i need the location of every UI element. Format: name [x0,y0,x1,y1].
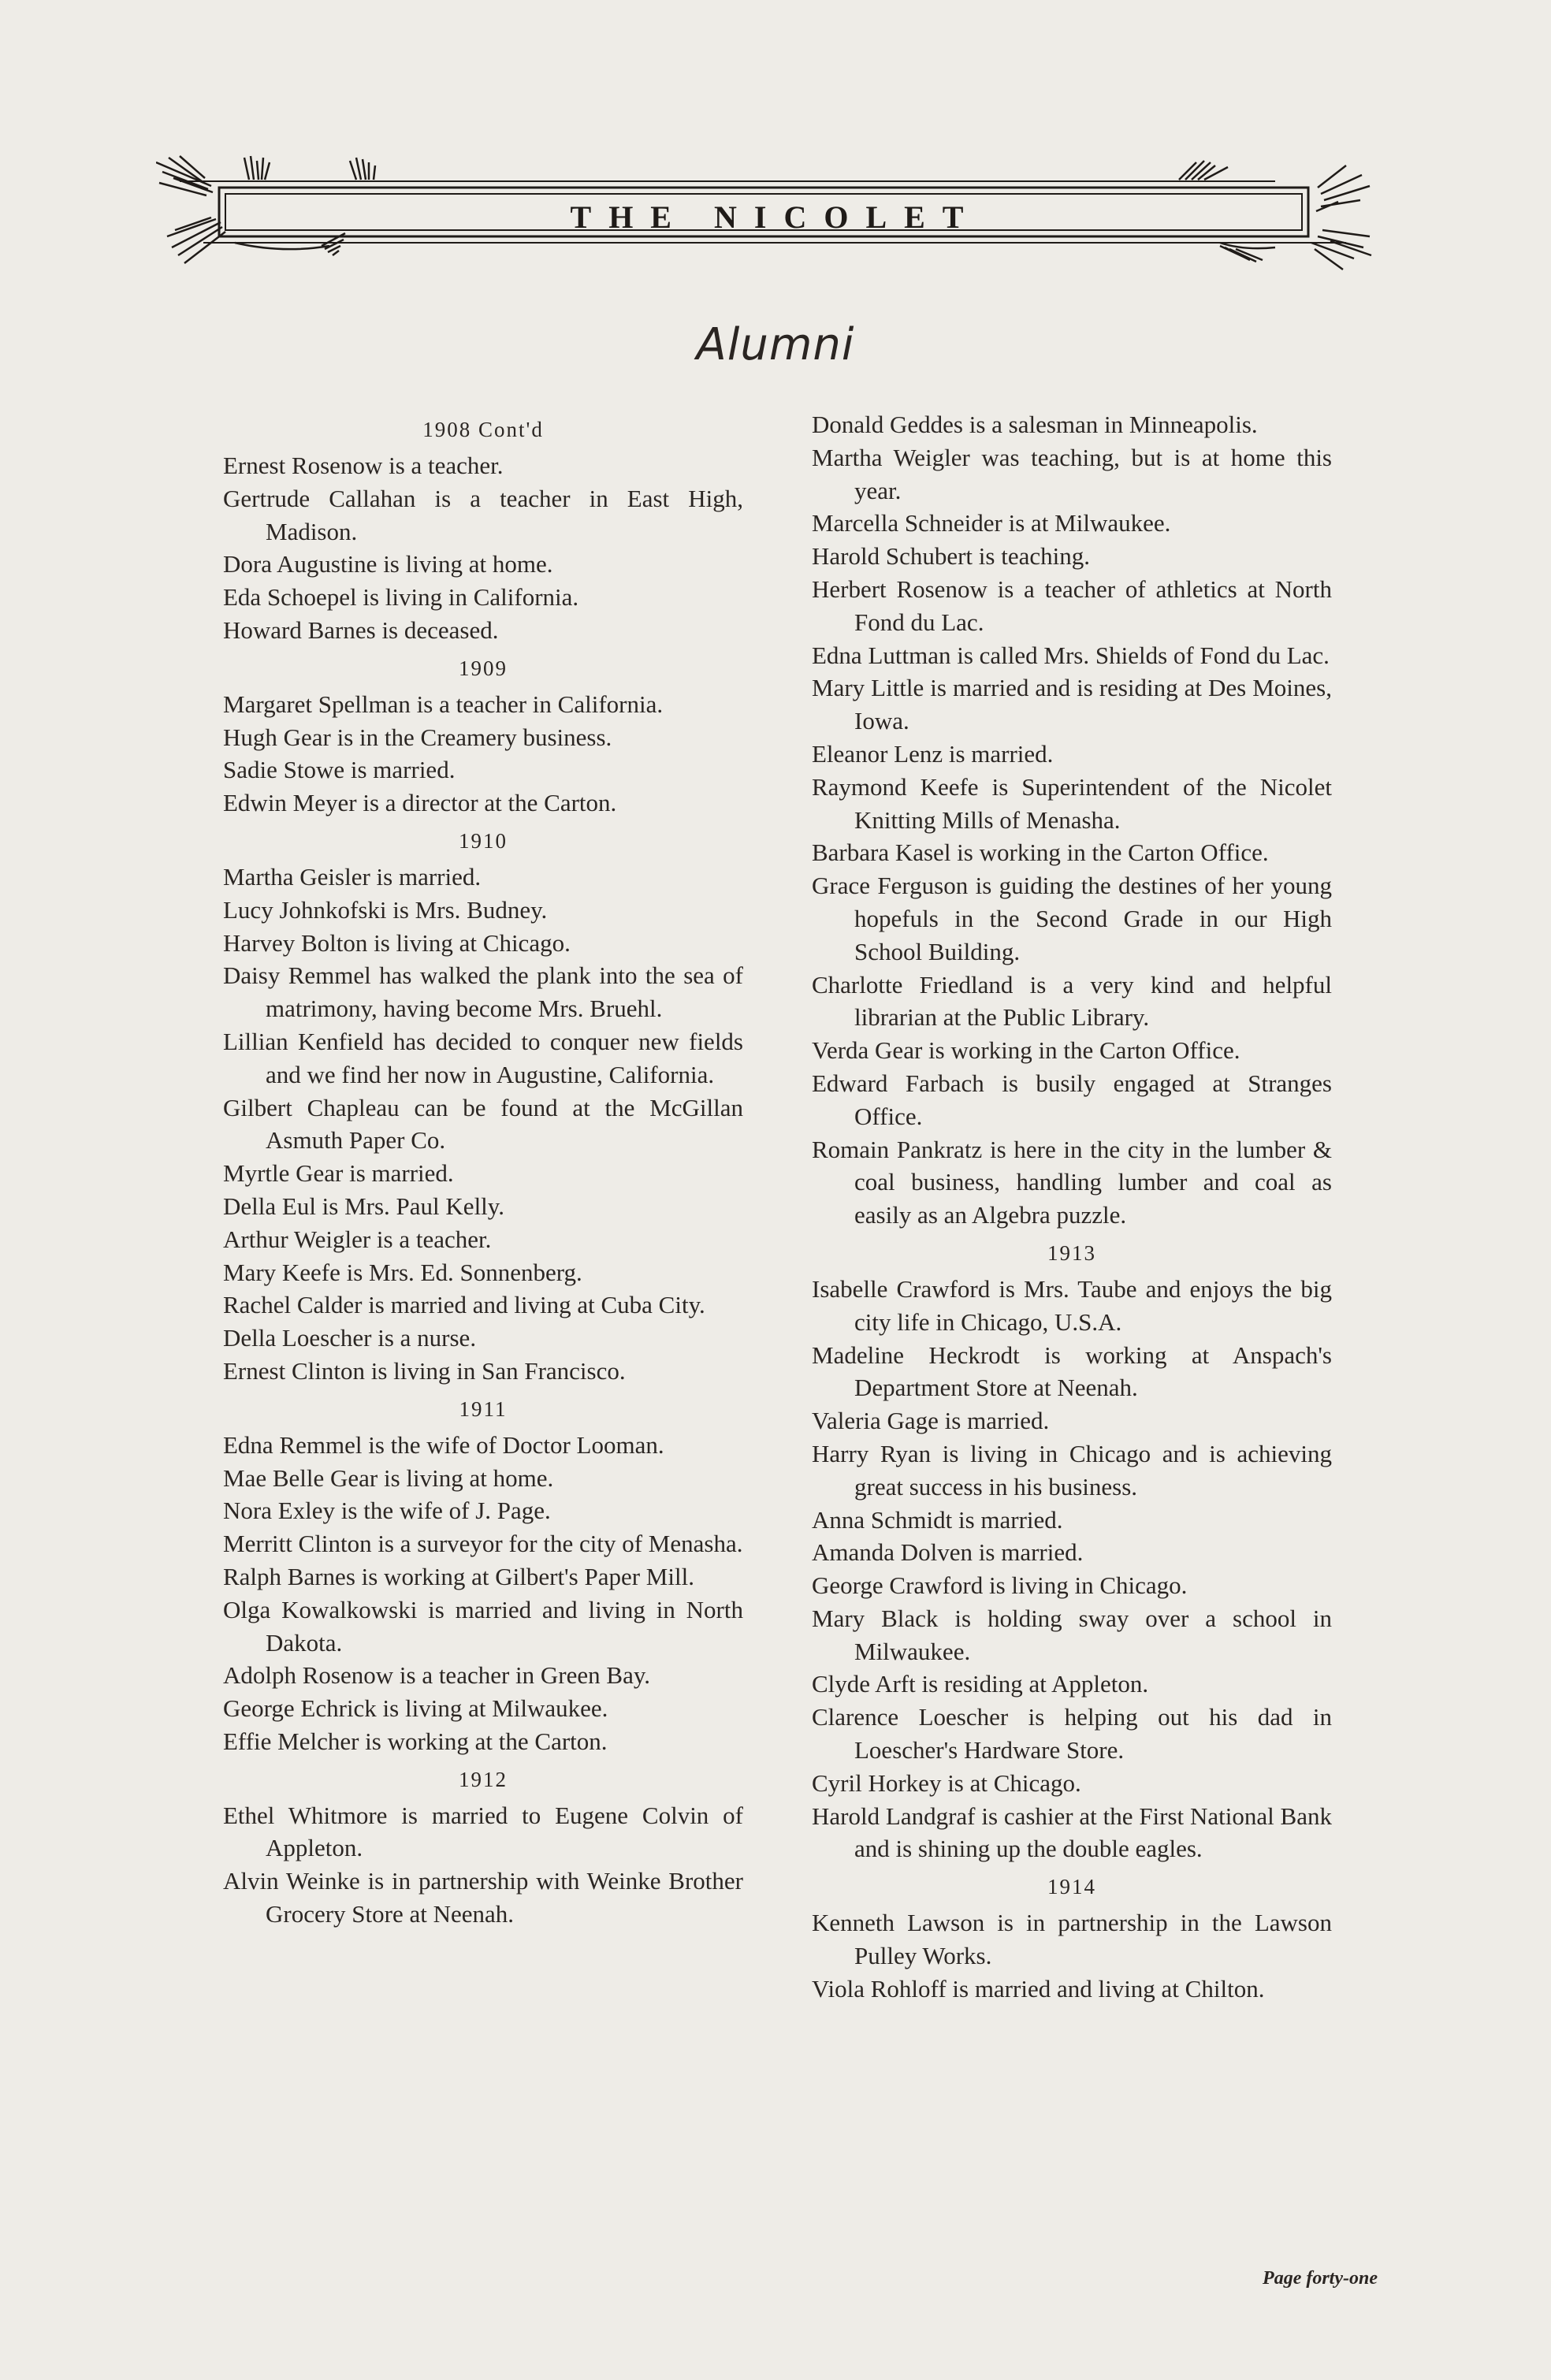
alumni-entry: Effie Melcher is working at the Carton. [223,1727,608,1755]
alumni-entry: Rachel Calder is married and living at Cuba City. [223,1291,705,1319]
year-heading: 1908 Cont'd [422,418,544,441]
alumni-entry: George Crawford is living in Chicago. [812,1571,1188,1600]
year-heading: 1913 [1047,1240,1096,1265]
alumni-entry: Harry Ryan is living in Chicago and is achieving great success in his business. [812,1439,1332,1501]
alumni-entry: Arthur Weigler is a teacher. [223,1225,492,1253]
masthead-title: THE NICOLET [570,199,981,235]
alumni-entry: Amanda Dolven is married. [812,1538,1084,1567]
section-title: Alumni [696,319,855,370]
alumni-entry: Della Eul is Mrs. Paul Kelly. [223,1192,505,1220]
year-heading: 1911 [459,1396,508,1421]
alumni-entry: Edna Luttman is called Mrs. Shields of Fond du Lac. [812,641,1330,669]
alumni-entry: Hugh Gear is in the Creamery business. [223,723,612,751]
alumni-entry: Della Loescher is a nurse. [223,1324,477,1352]
year-heading: 1912 [459,1767,508,1791]
alumni-entry: Viola Rohloff is married and living at Chilton. [812,1974,1265,2003]
right-column [812,408,1332,2006]
alumni-entry: Merritt Clinton is a surveyor for the city of Menasha. [223,1530,743,1558]
alumni-entry: Lillian Kenfield has decided to conquer new fields and we find her now in Augustine, California. [223,1027,743,1088]
alumni-entry: Ralph Barnes is working at Gilbert's Paper Mill. [223,1562,694,1590]
alumni-entry: Anna Schmidt is married. [812,1505,1063,1534]
alumni-entry: Eleanor Lenz is married. [812,739,1054,768]
alumni-entry: Edwin Meyer is a director at the Carton. [223,789,617,817]
year-heading: 1910 [459,828,508,853]
alumni-entry: Charlotte Friedland is a very kind and helpful librarian at the Public Library. [812,970,1332,1032]
alumni-entry: Nora Exley is the wife of J. Page. [223,1497,551,1525]
alumni-entry: Sadie Stowe is married. [223,756,456,784]
alumni-entry: Dora Augustine is living at home. [223,550,553,578]
alumni-entry: Marcella Schneider is at Milwaukee. [812,509,1171,537]
alumni-entry: Verda Gear is working in the Carton Office. [812,1036,1240,1065]
alumni-entry: Madeline Heckrodt is working at Anspach's Department Store at Neenah. [812,1341,1332,1402]
alumni-entry: Ernest Rosenow is a teacher. [223,452,504,479]
alumni-entry: Olga Kowalkowski is married and living in North Dakota. [223,1595,743,1657]
alumni-entry: Martha Geisler is married. [223,862,482,891]
masthead-banner [156,154,1395,273]
alumni-entry: Ethel Whitmore is married to Eugene Colvin of Appleton. [223,1801,743,1862]
year-heading: 1909 [459,656,508,680]
alumni-entry: Eda Schoepel is living in California. [223,583,579,612]
alumni-entry: Edna Remmel is the wife of Doctor Looman. [223,1430,664,1459]
alumni-entry: Mary Keefe is Mrs. Ed. Sonnenberg. [223,1258,582,1286]
alumni-entry: Clyde Arft is residing at Appleton. [812,1670,1149,1698]
alumni-entry: Cyril Horkey is at Chicago. [812,1768,1081,1797]
alumni-entry: Lucy Johnkofski is Mrs. Budney. [223,895,548,924]
alumni-entry: Barbara Kasel is working in the Carton Office. [812,839,1269,867]
alumni-entry: Mary Black is holding sway over a school in Milwaukee. [812,1604,1332,1665]
alumni-entry: Kenneth Lawson is in partnership in the Lawson Pulley Works. [812,1909,1332,1970]
alumni-entry: Harvey Bolton is living at Chicago. [223,928,571,957]
alumni-entry: Ernest Clinton is living in San Francisco. [223,1356,626,1385]
alumni-entry: Mae Belle Gear is living at home. [223,1463,554,1492]
alumni-entry: Gertrude Callahan is a teacher in East High, Madison. [223,484,743,545]
alumni-entry: Alvin Weinke is in partnership with Weinke Brother Grocery Store at Neenah. [223,1867,743,1928]
alumni-entry: Harold Landgraf is cashier at the First National Bank and is shining up the double eagles. [812,1802,1332,1863]
alumni-entry: Myrtle Gear is married. [223,1159,454,1188]
year-heading: 1914 [1047,1875,1096,1899]
alumni-entry: Clarence Loescher is helping out his dad in Loescher's Hardware Store. [812,1703,1332,1765]
alumni-entry: Herbert Rosenow is a teacher of athletics at North Fond du Lac. [812,575,1332,636]
alumni-entry: Adolph Rosenow is a teacher in Green Bay. [223,1661,651,1690]
alumni-entry: Gilbert Chapleau can be found at the McGillan Asmuth Paper Co. [223,1093,743,1155]
alumni-entry: Martha Weigler was teaching, but is at home this year. [812,443,1332,504]
alumni-entry: Daisy Remmel has walked the plank into the sea of matrimony, having become Mrs. Bruehl. [223,961,743,1023]
alumni-entry: Donald Geddes is a salesman in Minneapolis. [812,411,1258,438]
alumni-entry: Isabelle Crawford is Mrs. Taube and enjoys the big city life in Chicago, U.S.A. [812,1274,1332,1336]
alumni-entry: Howard Barnes is deceased. [223,615,499,644]
alumni-entry: Grace Ferguson is guiding the destines of her young hopefuls in the Second Grade in our High School Building. [812,872,1332,965]
alumni-entry: Valeria Gage is married. [812,1407,1050,1435]
alumni-entry: Edward Farbach is busily engaged at Stranges Office. [812,1069,1332,1130]
alumni-entry: Mary Little is married and is residing at Des Moines, Iowa. [812,674,1332,735]
alumni-entry: Romain Pankratz is here in the city in the lumber & coal business, handling lumber and coal as easily as an Algebra puzzle. [812,1135,1332,1229]
page-number: Page forty-one [1263,2268,1378,2289]
alumni-entry: George Echrick is living at Milwaukee. [223,1694,608,1723]
left-column [223,408,743,1931]
alumni-entry: Harold Schubert is teaching. [812,542,1090,571]
alumni-entry: Margaret Spellman is a teacher in California. [223,690,664,718]
alumni-entry: Raymond Keefe is Superintendent of the Nicolet Knitting Mills of Menasha. [812,772,1332,834]
